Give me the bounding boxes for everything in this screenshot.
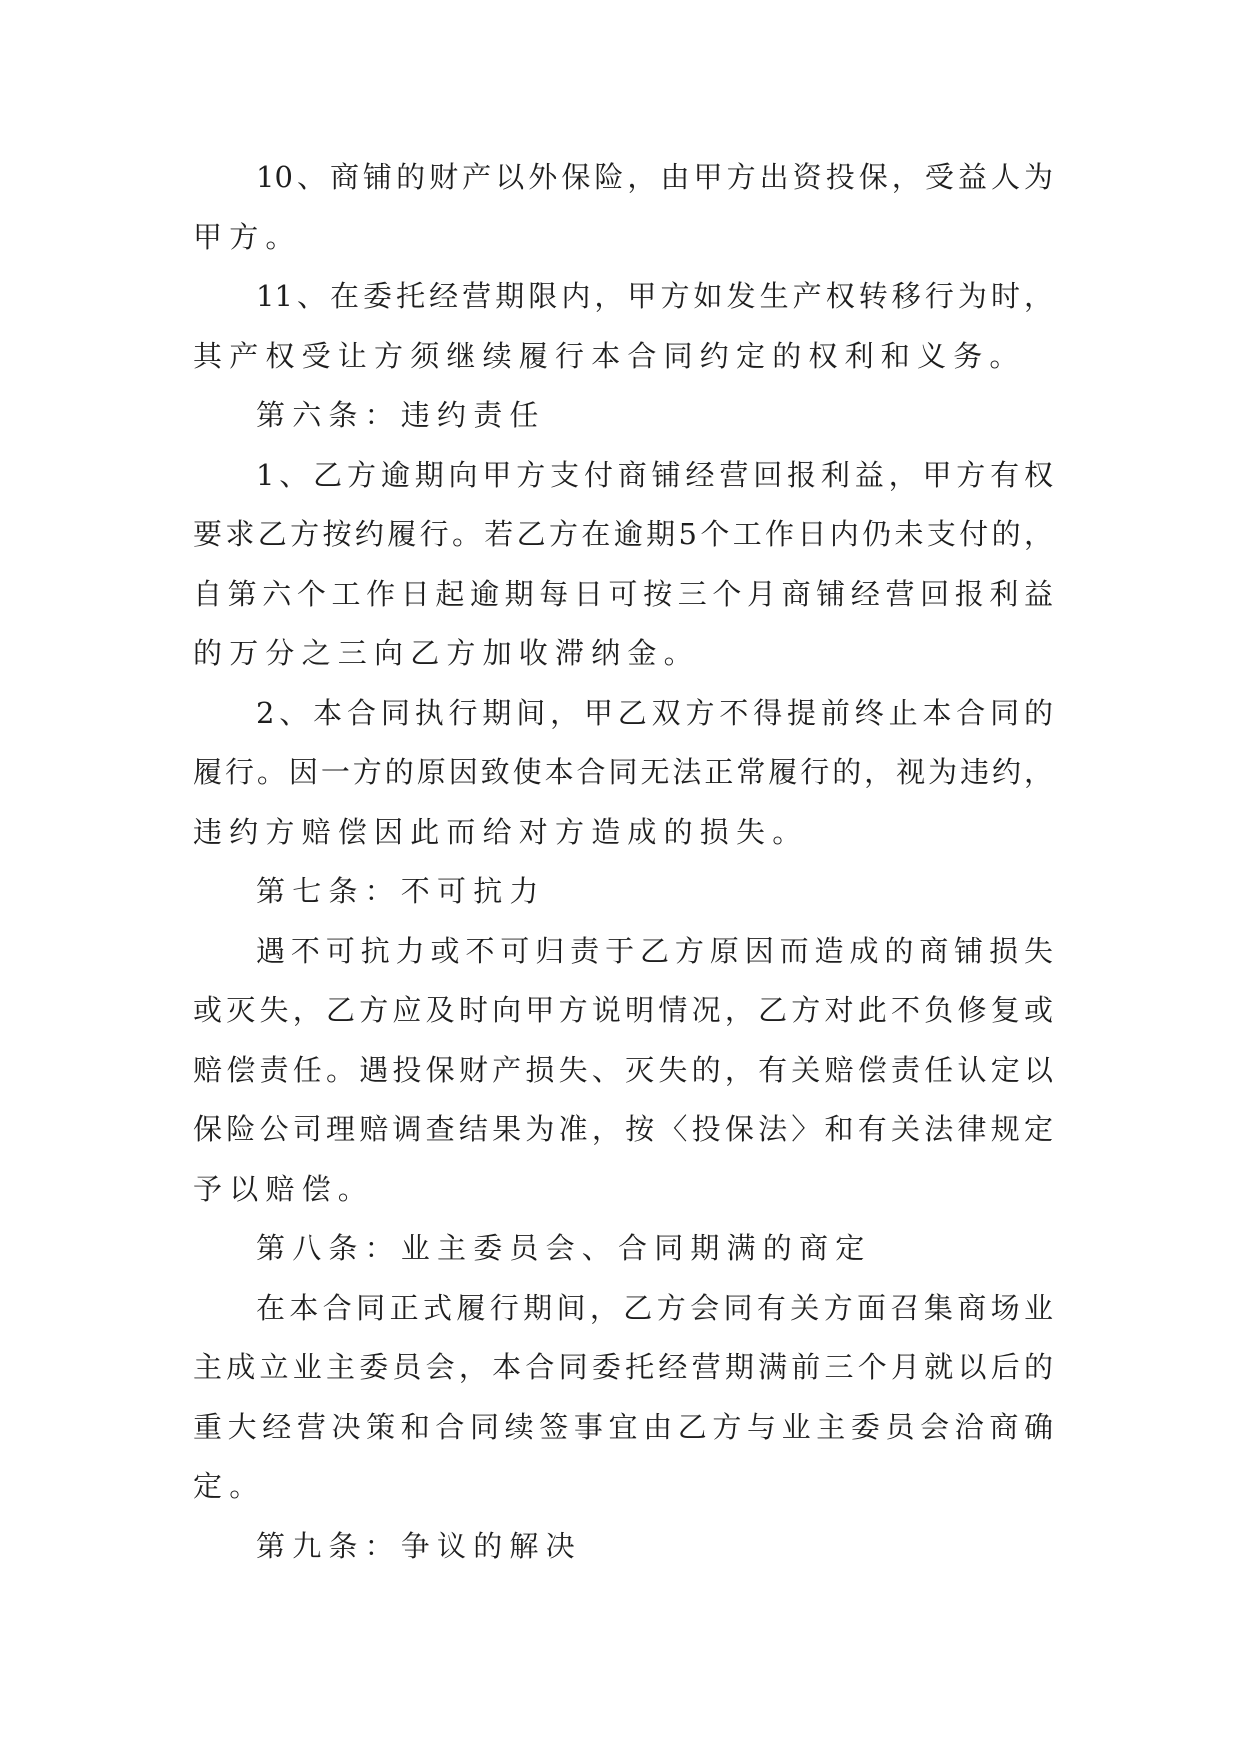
text-line: 重大经营决策和合同续签事宜由乙方与业主委员会洽商确 xyxy=(193,1409,1053,1444)
text-line: 10、商铺的财产以外保险，由甲方出资投保，受益人为 xyxy=(256,160,1053,194)
text-line: 其产权受让方须继续履行本合同约定的权利和义务。 xyxy=(193,338,1026,373)
text-line: 1、乙方逾期向甲方支付商铺经营回报利益，甲方有权 xyxy=(256,457,1053,492)
text-line: 的万分之三向乙方加收滞纳金。 xyxy=(193,636,700,670)
section-heading: 第六条：违约责任 xyxy=(256,398,546,432)
text-line: 违约方赔偿因此而给对方造成的损失。 xyxy=(193,814,809,849)
text-line: 予以赔偿。 xyxy=(193,1171,375,1206)
text-line: 遇不可抗力或不可归责于乙方原因而造成的商铺损失 xyxy=(256,933,1053,968)
text-line: 保险公司理赔调查结果为准，按〈投保法〉和有关法律规定 xyxy=(193,1112,1053,1146)
text-line: 要求乙方按约履行。若乙方在逾期5个工作日内仍未支付的， xyxy=(193,517,1053,551)
document-body xyxy=(193,148,1053,1576)
text-line: 定。 xyxy=(193,1469,266,1503)
text-line: 11、在委托经营期限内，甲方如发生产权转移行为时， xyxy=(256,279,1053,313)
text-line: 或灭失，乙方应及时向甲方说明情况，乙方对此不负修复或 xyxy=(193,993,1053,1027)
section-heading: 第八条：业主委员会、合同期满的商定 xyxy=(256,1231,872,1265)
text-line: 履行。因一方的原因致使本合同无法正常履行的，视为违约， xyxy=(193,755,1053,789)
text-line: 甲方。 xyxy=(193,219,302,254)
text-line: 主成立业主委员会，本合同委托经营期满前三个月就以后的 xyxy=(193,1350,1053,1384)
text-line: 2、本合同执行期间，甲乙双方不得提前终止本合同的 xyxy=(256,695,1053,730)
text-line: 在本合同正式履行期间，乙方会同有关方面召集商场业 xyxy=(256,1290,1053,1325)
section-heading: 第七条：不可抗力 xyxy=(256,874,546,908)
text-line: 赔偿责任。遇投保财产损失、灭失的，有关赔偿责任认定以 xyxy=(193,1052,1053,1087)
text-line: 自第六个工作日起逾期每日可按三个月商铺经营回报利益 xyxy=(193,576,1053,611)
section-heading: 第九条：争议的解决 xyxy=(256,1528,582,1563)
